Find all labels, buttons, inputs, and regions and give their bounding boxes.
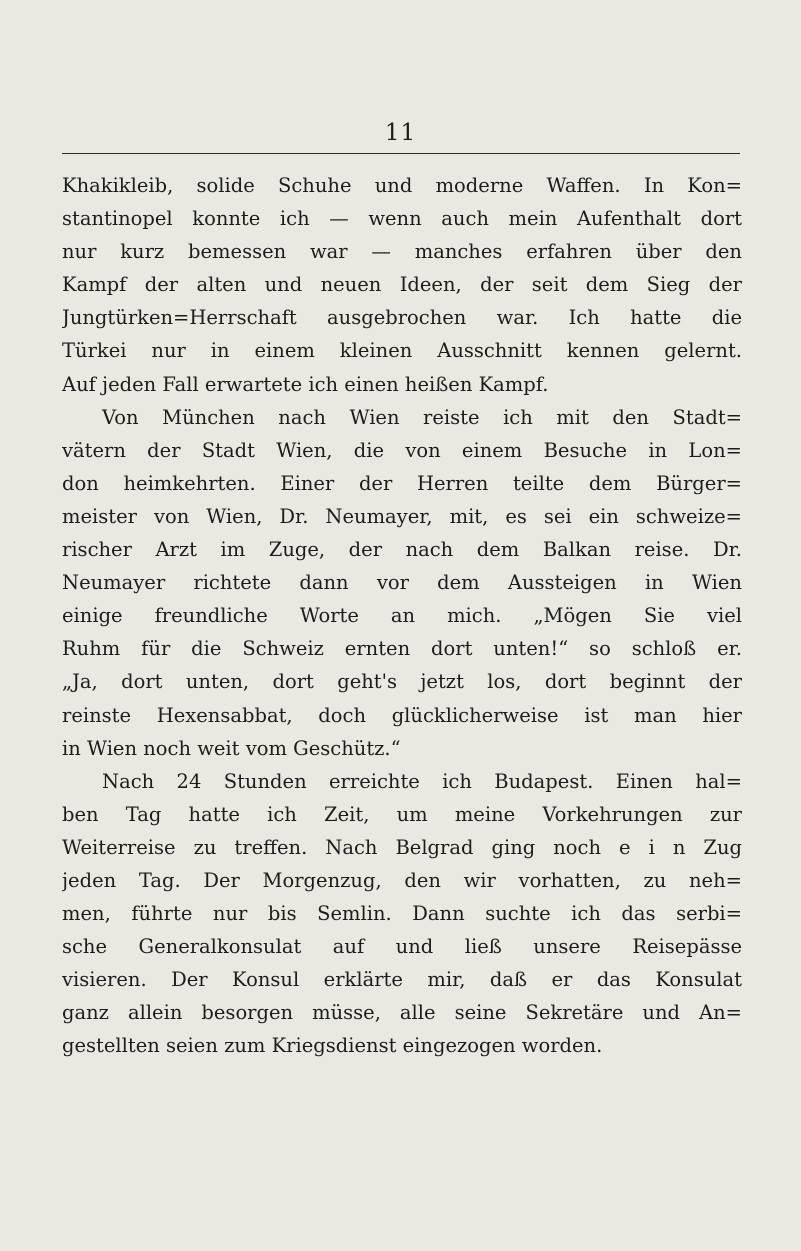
text-line: Nach 24 Stunden erreichte ich Budapest. Einen hal= [102, 769, 742, 793]
text-line: Auf jeden Fall erwartete ich einen heißen Kampf. [62, 372, 549, 396]
text-line: vätern der Stadt Wien, die von einem Besuche in Lon= [62, 438, 742, 462]
body-text [62, 169, 742, 1063]
text-line: Neumayer richtete dann vor dem Aussteigen in Wien [62, 571, 742, 595]
text-line: ganz allein besorgen müsse, alle seine Sekretäre und An= [62, 1001, 742, 1025]
text-line: gestellten seien zum Kriegsdienst eingezogen worden. [62, 1034, 603, 1058]
text-line: nur kurz bemessen war — manches erfahren über den [62, 240, 742, 264]
text-line: stantinopel konnte ich — wenn auch mein Aufenthalt dort [62, 207, 742, 231]
text-line: Kampf der alten und neuen Ideen, der seit dem Sieg der [62, 273, 742, 297]
text-line: sche Generalkonsulat auf und ließ unsere Reisepässe [62, 935, 742, 959]
text-line: Jungtürken=Herrschaft ausgebrochen war. Ich hatte die [62, 306, 742, 330]
text-line: don heimkehrten. Einer der Herren teilte dem Bürger= [62, 471, 742, 495]
text-line: „Ja, dort unten, dort geht's jetzt los, dort beginnt der [62, 670, 742, 694]
header-rule [62, 153, 740, 154]
text-line: Ruhm für die Schweiz ernten dort unten!“ so schloß er. [62, 637, 742, 661]
text-line: jeden Tag. Der Morgenzug, den wir vorhatten, zu neh= [62, 868, 742, 892]
text-line: visieren. Der Konsul erklärte mir, daß er das Konsulat [62, 968, 742, 992]
text-line: rischer Arzt im Zuge, der nach dem Balkan reise. Dr. [62, 538, 742, 562]
text-line: in Wien noch weit vom Geschütz.“ [62, 736, 401, 760]
text-line: einige freundliche Worte an mich. „Mögen Sie viel [62, 604, 742, 628]
text-line: reinste Hexensabbat, doch glücklicherweise ist man hier [62, 703, 742, 727]
page-number: 11 [384, 120, 417, 146]
text-line: Türkei nur in einem kleinen Ausschnitt kennen gelernt. [62, 339, 742, 363]
text-line: Weiterreise zu treffen. Nach Belgrad ging noch e i n Zug [62, 835, 742, 859]
text-line: men, führte nur bis Semlin. Dann suchte ich das serbi= [62, 902, 742, 926]
text-line: Von München nach Wien reiste ich mit den Stadt= [102, 405, 742, 429]
text-line: ben Tag hatte ich Zeit, um meine Vorkehrungen zur [62, 802, 742, 826]
text-line: Khakikleib, solide Schuhe und moderne Waffen. In Kon= [62, 174, 742, 197]
text-line: meister von Wien, Dr. Neumayer, mit, es sei ein schweize= [62, 504, 742, 528]
